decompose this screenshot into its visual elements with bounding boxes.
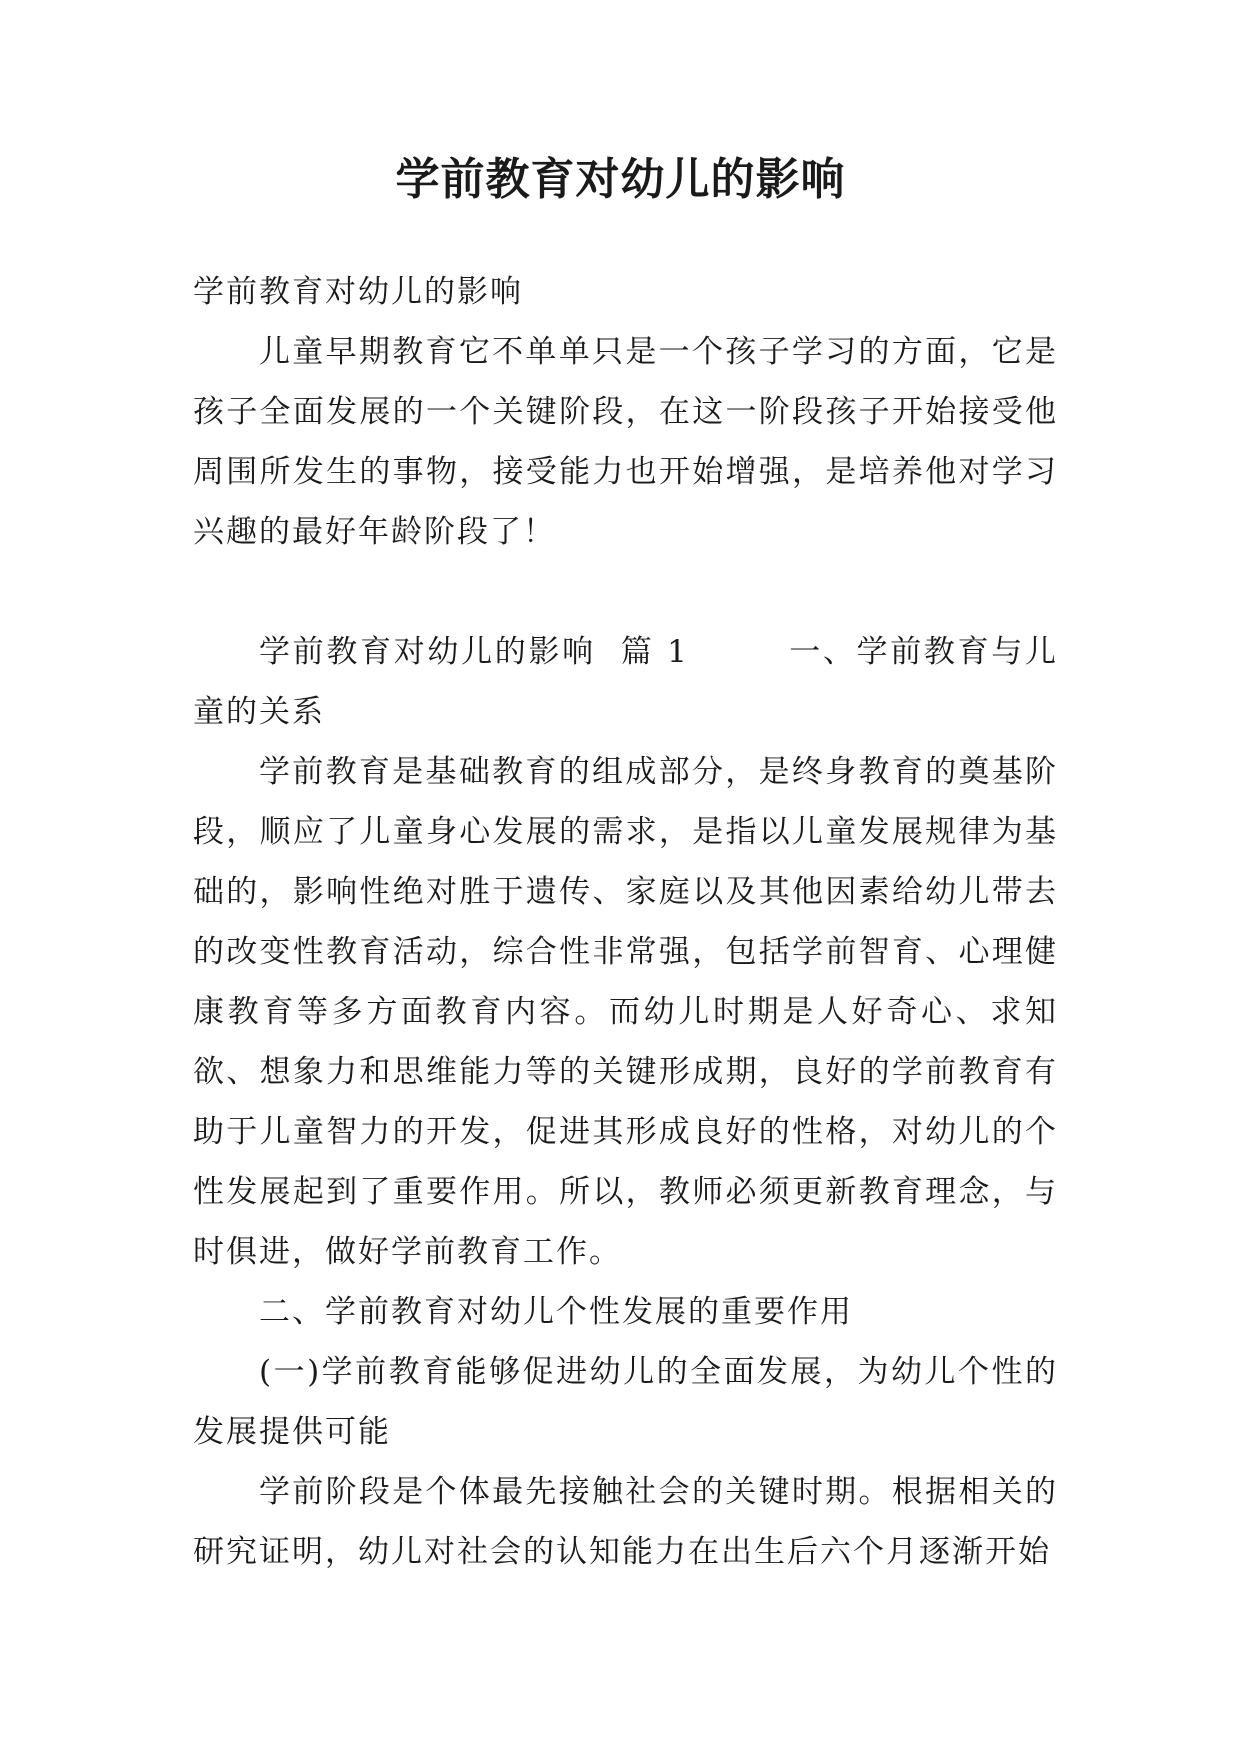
section-heading-1: 学前教育对幼儿的影响 篇 1 一、学前教育与儿童的关系 [193,634,1058,730]
intro-paragraph: 儿童早期教育它不单单只是一个孩子学习的方面，它是孩子全面发展的一个关键阶段，在这一阶段孩子开始接受他周围所发生的事物，接受能力也开始增强，是培养他对学习兴趣的最好年龄阶段了！ [193,334,1058,550]
body-paragraph-2: 学前阶段是个体最先接触社会的关键时期。根据相关的研究证明，幼儿对社会的认知能力在出生后六个月逐渐开始 [193,1474,1058,1570]
document-body [193,262,1058,1582]
paragraph-gap [193,562,1058,622]
section-heading-2: 二、学前教育对幼儿个性发展的重要作用 [259,1294,853,1330]
subsection-heading-1: (一)学前教育能够促进幼儿的全面发展，为幼儿个性的发展提供可能 [193,1354,1058,1450]
body-paragraph-1: 学前教育是基础教育的组成部分，是终身教育的奠基阶段，顺应了儿童身心发展的需求，是指以儿童发展规律为基础的，影响性绝对胜于遗传、家庭以及其他因素给幼儿带去的改变性教育活动，综合性非常强，包括学前智育、心理健康教育等多方面教育内容。而幼儿时期是人好奇心、求知欲、想象力和思维能力等的关键形成期，良好的学前教育有助于儿童智力的开发，促进其形成良好的性格，对幼儿的个性发展起到了重要作用。所以，教师必须更新教育理念，与时俱进，做好学前教育工作。 [193,754,1058,1270]
document-title: 学前教育对幼儿的影响 [395,154,846,205]
subtitle-paragraph: 学前教育对幼儿的影响 [193,274,523,310]
